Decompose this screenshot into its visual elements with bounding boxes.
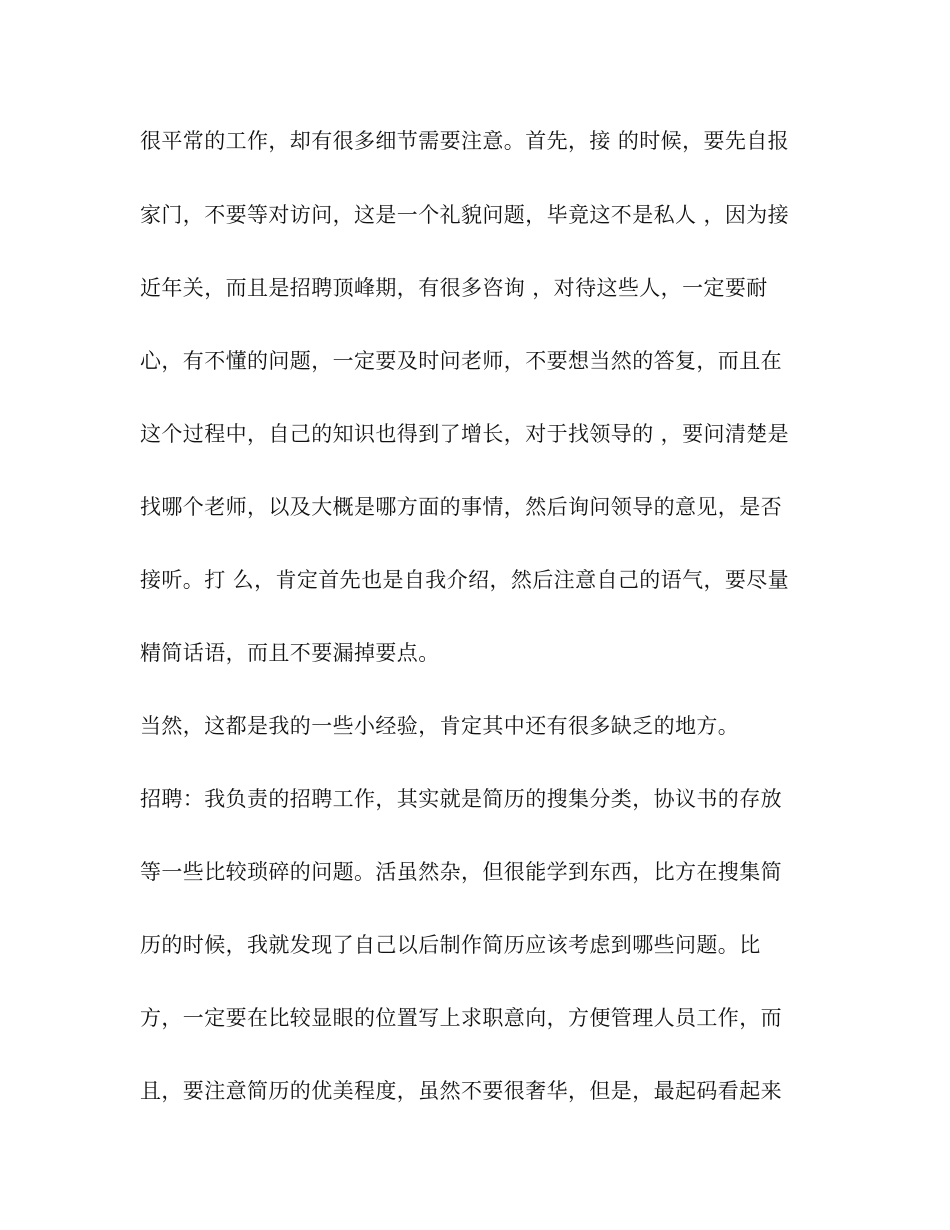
text-line: 当然，这都是我的一些小经验，肯定其中还有很多缺乏的地方。	[140, 714, 740, 738]
text-line: 招聘：我负责的招聘工作，其实就是简历的搜集分类，协议书的存放	[140, 787, 782, 811]
text-line: 很平常的工作，却有很多细节需要注意。首先，接 的时候，要先自报	[140, 129, 790, 153]
text-line: 这个过程中，自己的知识也得到了增长，对于找领导的 ，要问清楚是	[140, 422, 790, 446]
text-line: 找哪个老师，以及大概是哪方面的事情，然后询问领导的意见，是否	[140, 495, 782, 519]
text-line: 心，有不懂的问题，一定要及时问老师，不要想当然的答复，而且在	[140, 349, 782, 373]
text-line: 且，要注意简历的优美程度，虽然不要很奢华，但是，最起码看起来	[140, 1079, 782, 1103]
text-line: 接听。打 么，肯定首先也是自我介绍，然后注意自己的语气，要尽量	[140, 568, 790, 592]
text-line: 等一些比较琐碎的问题。活虽然杂，但很能学到东西，比方在搜集简	[140, 860, 782, 884]
text-line: 近年关，而且是招聘顶峰期，有很多咨询 ，对待这些人，一定要耐	[140, 276, 768, 300]
text-line: 精简话语，而且不要漏掉要点。	[140, 641, 440, 665]
text-line: 方，一定要在比较显眼的位置写上求职意向，方便管理人员工作，而	[140, 1006, 782, 1030]
text-line: 历的时候，我就发现了自己以后制作简历应该考虑到哪些问题。比	[140, 933, 761, 957]
text-line: 家门，不要等对访问，这是一个礼貌问题，毕竟这不是私人 ，因为接	[140, 203, 790, 227]
